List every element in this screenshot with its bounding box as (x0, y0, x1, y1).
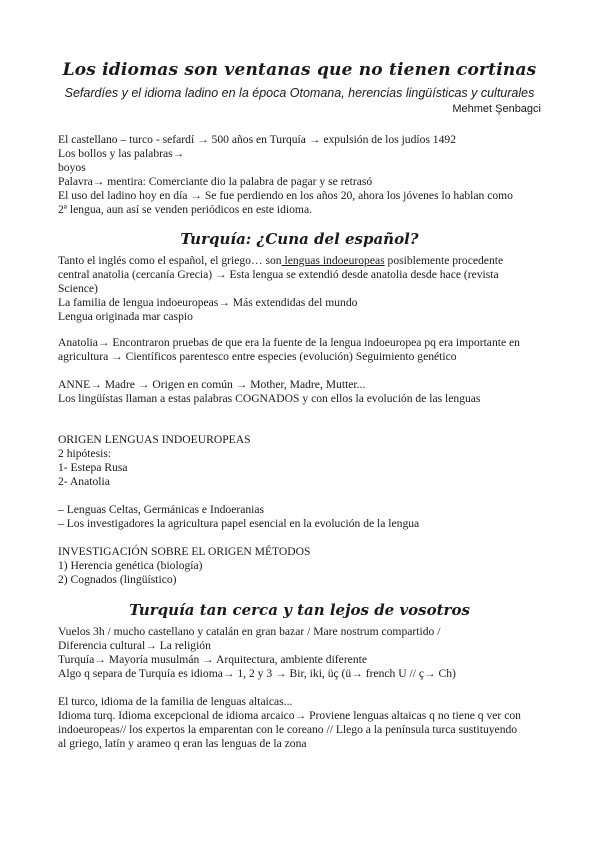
text-line (58, 254, 548, 268)
section-heading-turquia: Turquía tan cerca y tan lejos de vosotros (129, 601, 470, 619)
text-line: La familia de lengua indoeuropeas→ Más extendidas del mundo (58, 296, 358, 309)
document-title: Los idiomas son ventanas que no tienen cortinas (62, 60, 537, 80)
text-line: Los lingüístas llaman a estas palabras COGNADOS y con ellos la evolución de las lenguas (58, 392, 481, 405)
text-line: Diferencia cultural→ La religión (58, 639, 211, 652)
document-subtitle: Sefardíes y el idioma ladino en la época Otomana, herencias lingüísticas y culturales (64, 86, 535, 100)
text-span: Tanto el inglés como el español, el griego… son (58, 254, 282, 267)
section-cuna-block-b (58, 336, 548, 364)
text-line: al griego, latín y arameo q eran las lenguas de la zona (58, 737, 307, 750)
section-turquia-block-b (58, 695, 548, 751)
text-line: Palavra→ mentira: Comerciante dio la palabra de pagar y se retrasó (58, 175, 373, 188)
text-line: 1- Estepa Rusa (58, 461, 128, 474)
text-line: 1) Herencia genética (biología) (58, 559, 203, 572)
text-line: 2- Anatolia (58, 475, 110, 488)
text-line: 2 hipótesis: (58, 447, 112, 460)
text-line: indoeuropeas// los expertos la emparentan con le coreano // Llego a la península turca sustituyendo (58, 723, 518, 736)
section-cuna-block-d (58, 433, 548, 489)
text-line: Vuelos 3h / mucho castellano y catalán en gran bazar / Mare nostrum compartido / (58, 625, 441, 638)
section-cuna-block-f (58, 545, 548, 587)
text-line: – Lenguas Celtas, Germánicas e Indoeranias (58, 503, 265, 516)
text-line: El turco, idioma de la familia de lenguas altaicas... (58, 695, 293, 708)
text-line: El castellano – turco - sefardí → 500 años en Turquía → expulsión de los judíos 1492 (58, 133, 456, 146)
text-line: – Los investigadores la agricultura papel esencial en la evolución de la lengua (58, 517, 420, 530)
underlined-term: lenguas indoeuropeas (281, 254, 385, 267)
text-line: Turquía→ Mayoría musulmán → Arquitectura, ambiente diferente (58, 653, 367, 666)
text-line: Algo q separa de Turquía es idioma→ 1, 2 y 3 → Bir, iki, üç (ü→ french U // ç→ Ch) (58, 667, 456, 680)
text-line: Los bollos y las palabras→ (58, 147, 185, 160)
text-span: posiblemente procedente (384, 254, 504, 267)
text-line: 2) Cognados (lingüístico) (58, 573, 177, 586)
text-line: Idioma turq. Idioma excepcional de idioma arcaico→ Proviene lenguas altaicas q no tiene q ver con (58, 709, 521, 722)
section-cuna-block-e (58, 503, 548, 531)
section-heading-cuna: Turquía: ¿Cuna del español? (180, 230, 419, 248)
text-line: agricultura → Científicos parentesco entre especies (evolución) Seguimiento genético (58, 350, 457, 363)
author-name: Mehmet Şenbagci (452, 103, 541, 115)
text-line: central anatolia (cercanía Grecia) → Esta lengua se extendió desde anatolia desde hace (revista (58, 268, 499, 281)
text-line: El uso del ladino hoy en día → Se fue perdiendo en los años 20, ahora los jóvenes lo hablan como (58, 189, 513, 202)
text-line: Anatolia→ Encontraron pruebas de que era la fuente de la lengua indoeuropea pq era importante en (58, 336, 520, 349)
text-line: 2ª lengua, aun así se venden periódicos en este idioma. (58, 203, 312, 216)
text-line: ANNE→ Madre → Origen en común → Mother, Madre, Mutter... (58, 378, 366, 391)
text-line: ORIGEN LENGUAS INDOEUROPEAS (58, 433, 251, 446)
section-cuna-block-c (58, 378, 548, 406)
intro-block (58, 133, 548, 217)
text-line: Lengua originada mar caspio (58, 310, 193, 323)
text-line: boyos (58, 161, 86, 174)
section-turquia-block-a (58, 625, 548, 681)
text-line: INVESTIGACIÓN SOBRE EL ORIGEN MÉTODOS (58, 545, 311, 558)
section-cuna-block-a (58, 254, 548, 324)
text-line: Science) (58, 282, 98, 295)
